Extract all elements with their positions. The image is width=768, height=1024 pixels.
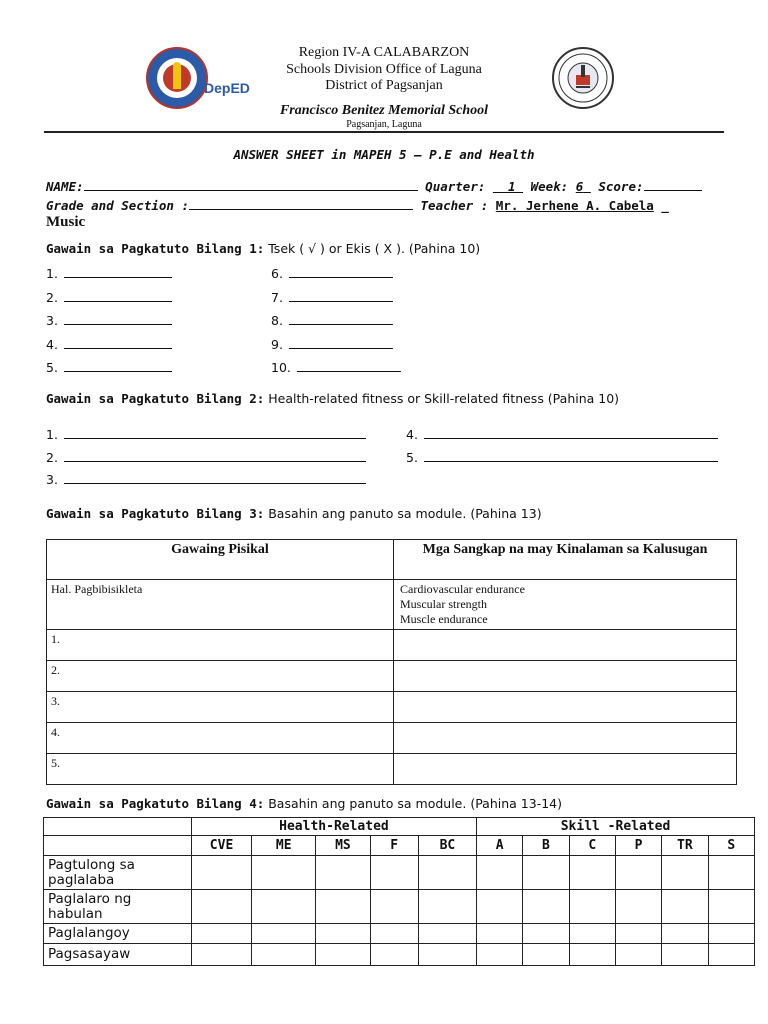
column-header: BC	[418, 836, 476, 856]
table-row	[44, 890, 755, 924]
answer-sheet-title: ANSWER SHEET in MAPEH 5 – P.E and Health	[233, 147, 535, 162]
answer-field[interactable]	[289, 265, 393, 278]
activity4-heading: Gawain sa Pagkatuto Bilang 4: Basahin ang panuto sa module. (Pahina 13-14)	[46, 796, 562, 811]
activity3-heading: Gawain sa Pagkatuto Bilang 3: Basahin ang panuto sa module. (Pahina 13)	[46, 506, 542, 521]
answer-field[interactable]	[297, 359, 401, 372]
item-number: 4.	[406, 427, 418, 442]
check-cell[interactable]	[662, 944, 708, 966]
item-number: 6.	[271, 266, 283, 281]
row-number: 1.	[51, 632, 60, 646]
answer-line	[46, 449, 366, 465]
answer-field[interactable]	[424, 426, 718, 439]
answer-line	[406, 449, 718, 465]
answer-line	[46, 359, 172, 375]
check-cell[interactable]	[252, 924, 316, 944]
item-number: 10.	[271, 360, 291, 375]
teacher-value: Mr. Jerhene A. Cabela	[495, 198, 654, 213]
activity-label: Paglalangoy	[44, 924, 192, 944]
answer-field[interactable]	[424, 449, 718, 462]
activity-answer-cell[interactable]	[47, 661, 394, 692]
school-name: Francisco Benitez Memorial School	[279, 103, 489, 118]
item-number: 4.	[46, 336, 58, 352]
right-school-seal	[552, 47, 614, 109]
check-cell[interactable]	[615, 890, 661, 924]
answer-field[interactable]	[64, 426, 366, 439]
school-seal-icon	[554, 49, 612, 107]
answer-line	[271, 359, 401, 375]
check-cell[interactable]	[252, 856, 316, 890]
answer-line	[406, 426, 718, 442]
column-header: A	[477, 836, 523, 856]
check-cell[interactable]	[615, 924, 661, 944]
activity4-instruction: Basahin ang panuto sa module. (Pahina 13-14)	[268, 796, 562, 811]
answer-field[interactable]	[64, 359, 172, 372]
example-components-cell	[394, 580, 737, 630]
answer-field[interactable]	[289, 289, 393, 302]
column-header: MS	[316, 836, 370, 856]
component-answer-cell[interactable]	[394, 630, 737, 661]
activity1-heading: Gawain sa Pagkatuto Bilang 1: Tsek ( √ ) or Ekis ( X ). (Pahina 10)	[46, 241, 481, 256]
check-cell[interactable]	[569, 944, 615, 966]
check-cell[interactable]	[370, 924, 418, 944]
empty-corner-cell	[44, 836, 192, 856]
col-header-gawaing-pisikal: Gawaing Pisikal	[47, 540, 394, 580]
table-row	[44, 856, 755, 890]
table-row	[47, 661, 737, 692]
answer-field[interactable]	[289, 312, 393, 325]
table-row	[44, 944, 755, 966]
region-text: Region IV-A CALABARZON	[298, 45, 470, 60]
table-row	[47, 723, 737, 754]
check-cell[interactable]	[418, 924, 476, 944]
item-number: 5.	[46, 360, 58, 375]
component-item: Cardiovascular endurance	[400, 582, 525, 596]
item-number: 1.	[46, 266, 58, 281]
column-header: F	[370, 836, 418, 856]
answer-field[interactable]	[289, 336, 393, 349]
activity-answer-cell[interactable]	[47, 754, 394, 785]
column-header: S	[708, 836, 754, 856]
answer-line	[271, 336, 393, 352]
check-cell[interactable]	[191, 856, 251, 890]
answer-line	[46, 336, 172, 352]
activity-answer-cell[interactable]	[47, 692, 394, 723]
activity1-instruction: Tsek ( √ ) or Ekis ( X ). (Pahina 10)	[268, 241, 481, 256]
subject-heading: Music	[46, 214, 86, 230]
week-label: Week:	[530, 179, 569, 194]
column-header: C	[569, 836, 615, 856]
answer-field[interactable]	[64, 471, 366, 484]
item-number: 5.	[406, 449, 418, 465]
table-row	[47, 692, 737, 723]
activity3-table	[46, 539, 737, 785]
check-cell[interactable]	[418, 890, 476, 924]
answer-field[interactable]	[64, 336, 172, 349]
check-cell[interactable]	[523, 856, 569, 890]
check-cell[interactable]	[477, 856, 523, 890]
check-cell[interactable]	[316, 924, 370, 944]
item-number: 2.	[46, 449, 58, 465]
answer-line	[271, 312, 393, 328]
teacher-label: Teacher :	[420, 198, 489, 213]
column-header: CVE	[191, 836, 251, 856]
score-label: Score:	[598, 179, 644, 194]
activity2-instruction: Health-related fitness or Skill-related fitness (Pahina 10)	[268, 391, 620, 406]
row-number: 3.	[51, 694, 60, 708]
col-header-sangkap: Mga Sangkap na may Kinalaman sa Kalusugan	[394, 540, 737, 580]
score-field[interactable]	[644, 178, 702, 191]
item-number: 9.	[271, 336, 283, 352]
check-cell[interactable]	[418, 856, 476, 890]
activity-label: Pagsasayaw	[44, 944, 192, 966]
info-row-1	[46, 178, 702, 194]
check-cell[interactable]	[615, 856, 661, 890]
quarter-label: Quarter:	[425, 179, 486, 194]
grade-section-label: Grade and Section :	[46, 198, 189, 213]
row-number: 4.	[51, 725, 60, 739]
school-location: Pagsanjan, Laguna	[346, 119, 422, 130]
component-answer-cell[interactable]	[394, 723, 737, 754]
component-answer-cell[interactable]	[394, 661, 737, 692]
column-header: TR	[662, 836, 708, 856]
grade-section-field[interactable]	[189, 197, 413, 210]
item-number: 3.	[46, 313, 58, 328]
activity-label: Pagtulong sa paglalaba	[44, 856, 192, 890]
activity4-table	[43, 817, 755, 966]
check-cell[interactable]	[708, 856, 754, 890]
answer-field[interactable]	[64, 289, 172, 302]
name-field[interactable]	[84, 178, 418, 191]
check-cell[interactable]	[662, 924, 708, 944]
component-item: Muscular strength	[400, 597, 487, 611]
answer-line	[46, 265, 172, 281]
check-cell[interactable]	[662, 890, 708, 924]
check-cell[interactable]	[316, 890, 370, 924]
answer-line	[46, 312, 172, 328]
activity-label: Paglalaro ng habulan	[44, 890, 192, 924]
answer-line	[46, 289, 172, 305]
answer-line	[46, 471, 366, 487]
answer-line	[46, 426, 366, 442]
column-header: ME	[252, 836, 316, 856]
check-cell[interactable]	[708, 890, 754, 924]
activity-answer-cell[interactable]	[47, 630, 394, 661]
division-text: Schools Division Office of Laguna	[286, 62, 482, 77]
item-number: 7.	[271, 289, 283, 305]
check-cell[interactable]	[477, 924, 523, 944]
check-cell[interactable]	[370, 944, 418, 966]
check-cell[interactable]	[708, 944, 754, 966]
check-cell[interactable]	[523, 924, 569, 944]
group-header-health: Health-Related	[191, 818, 476, 836]
deped-seal	[146, 47, 208, 109]
answer-field[interactable]	[64, 449, 366, 462]
example-activity-cell: Hal. Pagbibisikleta	[47, 580, 394, 630]
table-row	[47, 754, 737, 785]
check-cell[interactable]	[191, 890, 251, 924]
quarter-field[interactable]: 1	[507, 179, 516, 194]
name-label: NAME:	[46, 179, 84, 194]
check-cell[interactable]	[191, 924, 251, 944]
item-number: 3.	[46, 472, 58, 487]
row-number: 2.	[51, 663, 60, 677]
check-cell[interactable]	[316, 856, 370, 890]
item-number: 8.	[271, 313, 283, 328]
check-cell[interactable]	[370, 890, 418, 924]
item-number: 1.	[46, 427, 58, 442]
table-row	[44, 924, 755, 944]
deped-logo: DepED	[204, 80, 250, 96]
check-cell[interactable]	[252, 944, 316, 966]
info-row-2: Grade and Section : Teacher : Mr. Jerhene A. Cabela _	[46, 198, 669, 213]
empty-corner-cell	[44, 818, 192, 836]
check-cell[interactable]	[191, 944, 251, 966]
group-header-skill: Skill -Related	[477, 818, 755, 836]
component-item: Muscle endurance	[400, 612, 488, 626]
check-cell[interactable]	[615, 944, 661, 966]
check-cell[interactable]	[569, 924, 615, 944]
header-divider	[44, 131, 724, 133]
answer-line	[271, 289, 393, 305]
check-cell[interactable]	[477, 944, 523, 966]
answer-field[interactable]	[64, 312, 172, 325]
check-cell[interactable]	[569, 856, 615, 890]
check-cell[interactable]	[418, 944, 476, 966]
column-header: P	[615, 836, 661, 856]
district-text: District of Pagsanjan	[325, 78, 443, 93]
table-row	[47, 630, 737, 661]
row-number: 5.	[51, 756, 60, 770]
check-cell[interactable]	[523, 890, 569, 924]
check-cell[interactable]	[477, 890, 523, 924]
item-number: 2.	[46, 289, 58, 305]
answer-field[interactable]	[64, 265, 172, 278]
check-cell[interactable]	[662, 856, 708, 890]
check-cell[interactable]	[370, 856, 418, 890]
answer-line	[271, 265, 393, 281]
check-cell[interactable]	[316, 944, 370, 966]
week-field[interactable]: 6	[575, 179, 584, 194]
component-answer-cell[interactable]	[394, 692, 737, 723]
column-header: B	[523, 836, 569, 856]
deped-seal-icon	[148, 49, 206, 107]
check-cell[interactable]	[252, 890, 316, 924]
check-cell[interactable]	[708, 924, 754, 944]
component-answer-cell[interactable]	[394, 754, 737, 785]
check-cell[interactable]	[569, 890, 615, 924]
activity-answer-cell[interactable]	[47, 723, 394, 754]
check-cell[interactable]	[523, 944, 569, 966]
activity2-heading: Gawain sa Pagkatuto Bilang 2: Health-related fitness or Skill-related fitness (Pahina 10)	[46, 391, 620, 406]
activity3-instruction: Basahin ang panuto sa module. (Pahina 13)	[268, 506, 542, 521]
